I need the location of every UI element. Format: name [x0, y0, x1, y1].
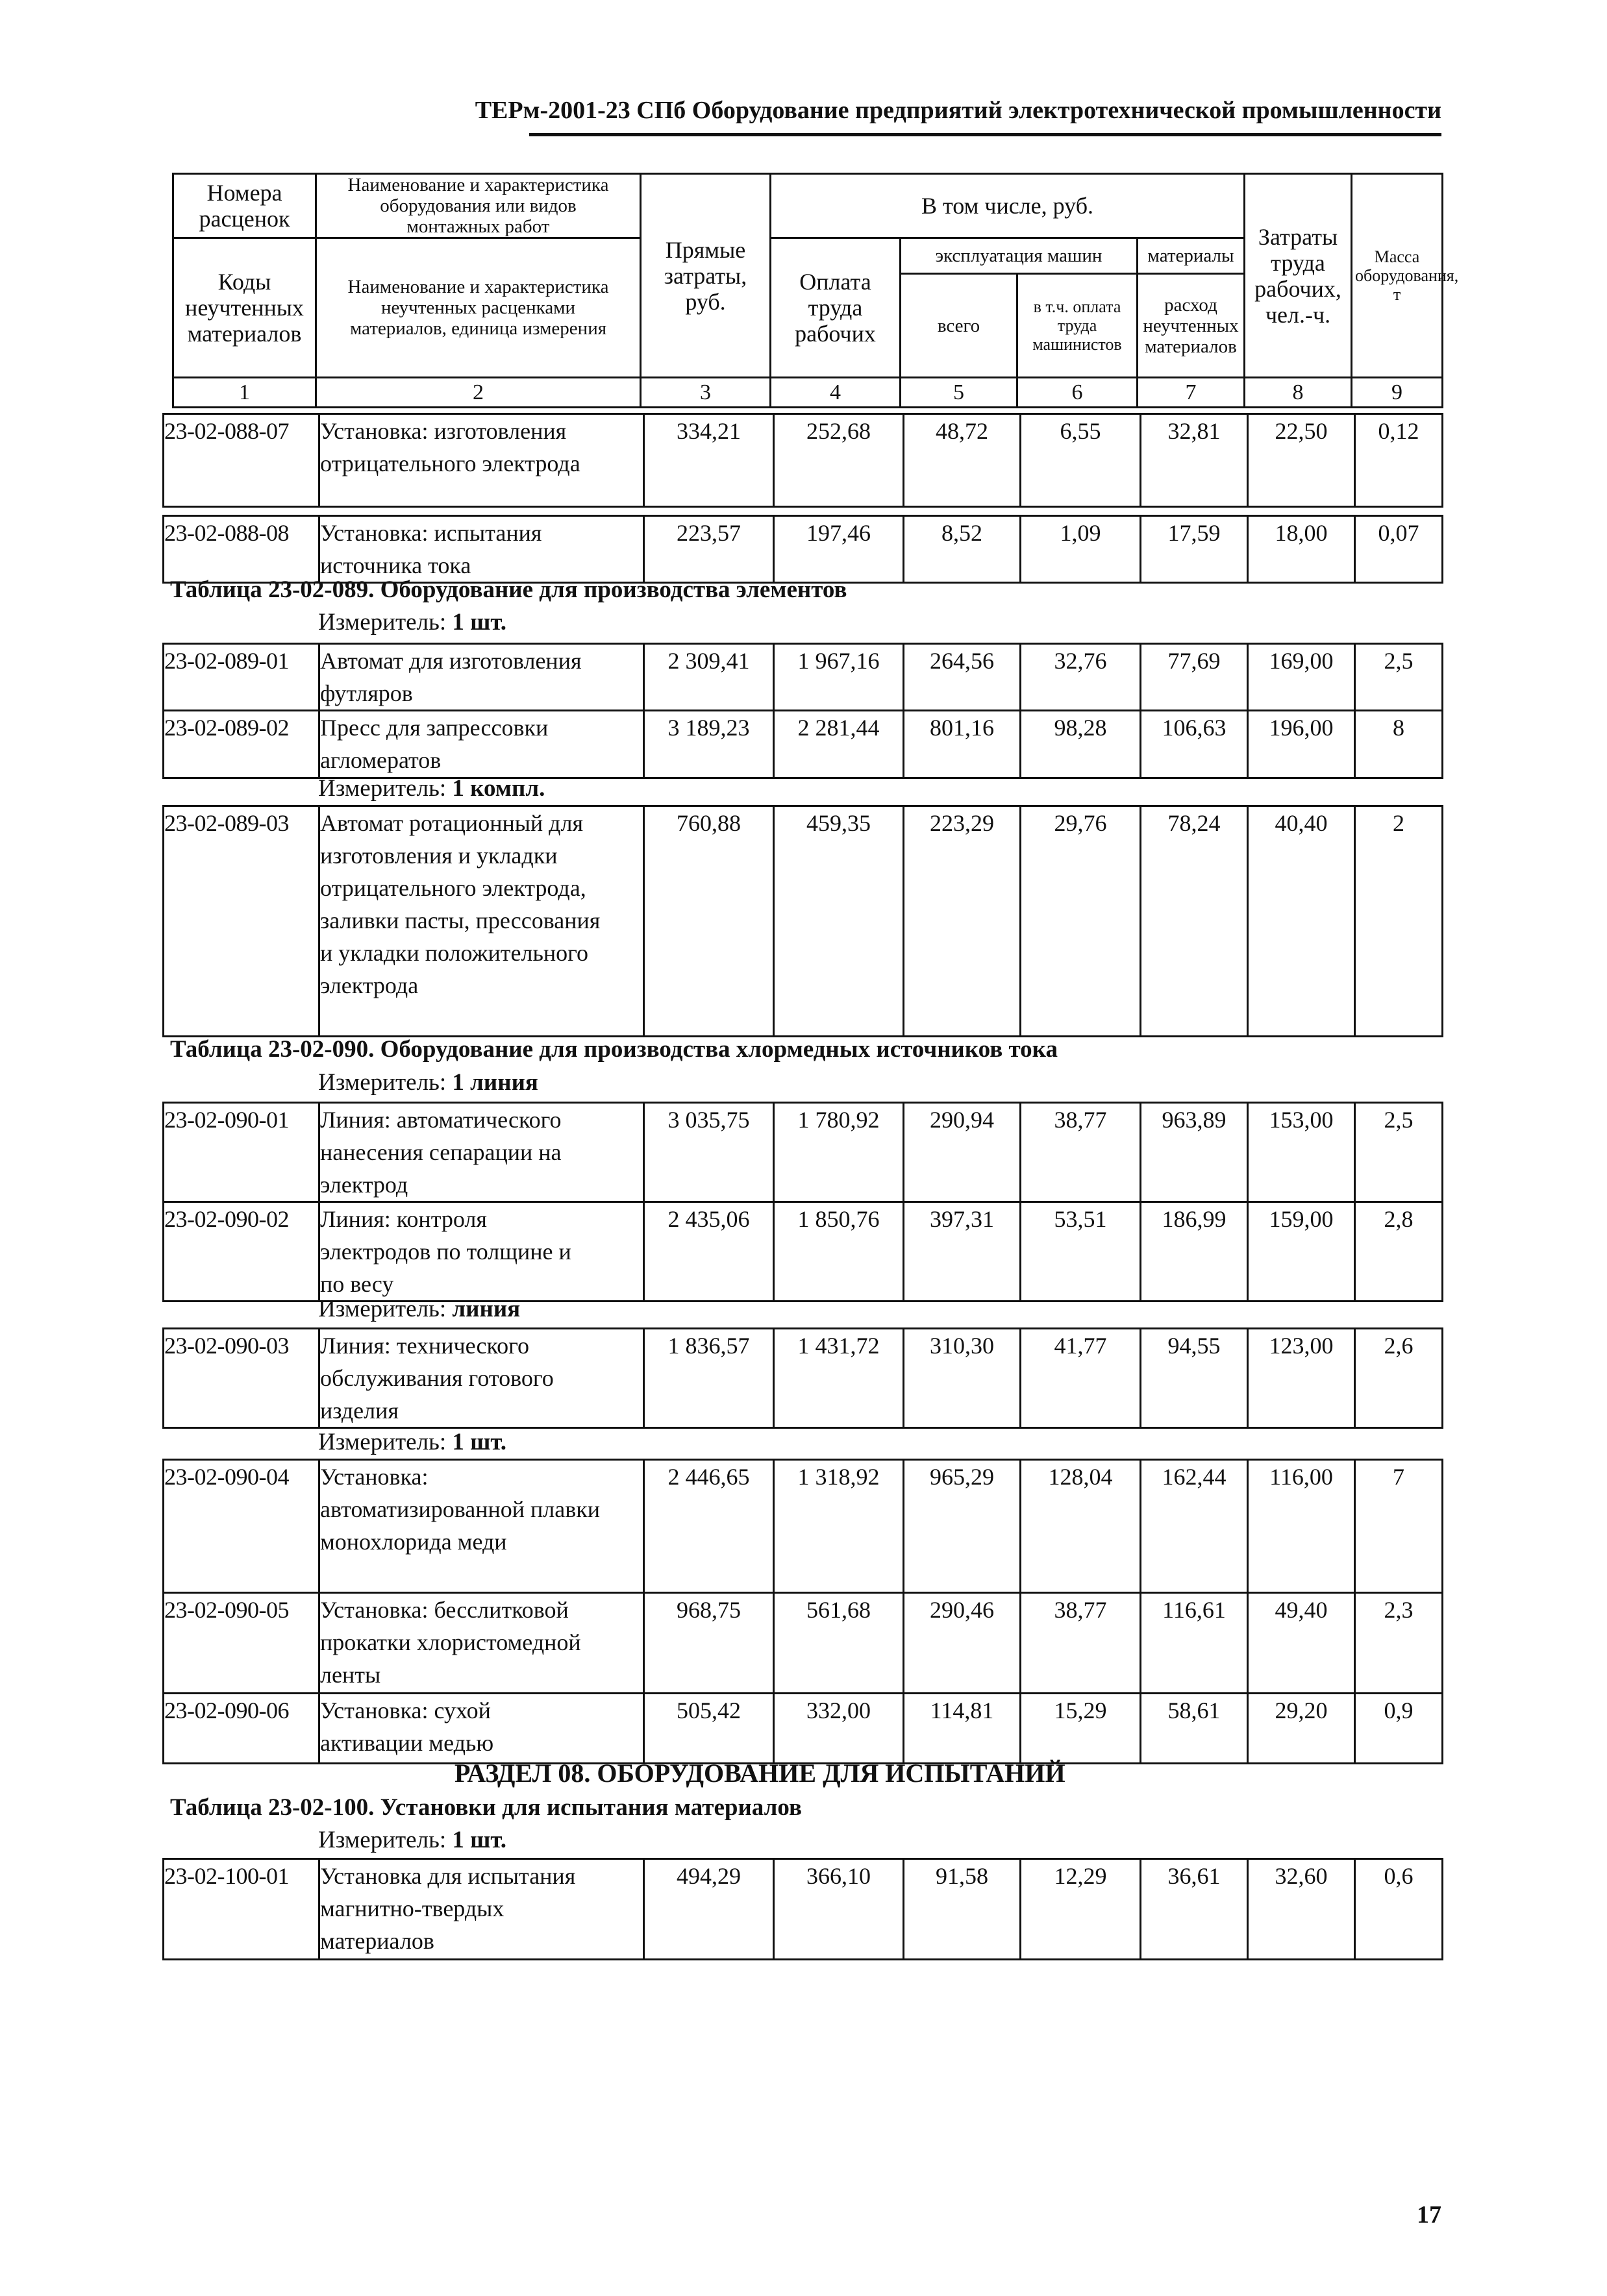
machine-total-value: 397,31: [904, 1202, 1021, 1302]
rate-name-line: Линия: технического: [320, 1333, 530, 1359]
worker-pay-value: 1 850,76: [774, 1202, 904, 1302]
measure-unit-label: Измеритель:: [318, 1827, 453, 1853]
rate-name-line: нанесения сепарации на: [320, 1139, 562, 1165]
machine-total-value: 223,29: [904, 806, 1021, 1037]
table-row: [164, 711, 1443, 778]
header-num-3: 3: [641, 378, 771, 408]
price-table: [162, 515, 1443, 584]
rate-name-line: активации медью: [320, 1730, 494, 1756]
rate-name-line: Установка: сухой: [320, 1697, 491, 1723]
labor-hours-value: 29,20: [1248, 1694, 1355, 1764]
table-caption: Таблица 23-02-100. Установки для испытания материалов: [170, 1794, 802, 1821]
materials-cost-value: 162,44: [1141, 1460, 1248, 1593]
rate-name-line: Установка: бесслитковой: [320, 1597, 569, 1623]
machinist-pay-value: 12,29: [1021, 1859, 1141, 1960]
materials-cost-value: 36,61: [1141, 1859, 1248, 1960]
rate-code: 23-02-090-02: [164, 1202, 319, 1302]
equipment-mass-value: 0,07: [1355, 516, 1443, 583]
labor-hours-value: 32,60: [1248, 1859, 1355, 1960]
worker-pay-value: 332,00: [774, 1694, 904, 1764]
page-number: 17: [1417, 2201, 1441, 2228]
header-num-1: 1: [173, 378, 316, 408]
worker-pay-value: 1 318,92: [774, 1460, 904, 1593]
materials-cost-value: 58,61: [1141, 1694, 1248, 1764]
worker-pay-value: 2 281,44: [774, 711, 904, 778]
rate-name-line: магнитно-твердых: [320, 1895, 505, 1921]
materials-cost-value: 116,61: [1141, 1593, 1248, 1694]
equipment-mass-value: 0,6: [1355, 1859, 1443, 1960]
machine-total-value: 290,94: [904, 1103, 1021, 1202]
rate-name-line: Линия: контроля: [320, 1206, 487, 1232]
materials-cost-value: 186,99: [1141, 1202, 1248, 1302]
labor-hours-value: 169,00: [1248, 644, 1355, 711]
table-row: [164, 1103, 1443, 1202]
rate-code: 23-02-100-01: [164, 1859, 319, 1960]
worker-pay-value: 459,35: [774, 806, 904, 1037]
rate-name-line: Автомат для изготовления: [320, 648, 582, 674]
direct-costs-value: 223,57: [644, 516, 774, 583]
machine-total-value: 8,52: [904, 516, 1021, 583]
rate-name: [319, 516, 644, 583]
header-worker-pay: Оплата труда рабочих: [771, 238, 901, 378]
rate-name-line: отрицательного электрода,: [320, 875, 586, 901]
table-row: [164, 414, 1443, 507]
section-title: РАЗДЕЛ 08. ОБОРУДОВАНИЕ ДЛЯ ИСПЫТАНИЙ: [455, 1759, 1065, 1788]
measure-unit-label: Измеритель:: [318, 1069, 453, 1096]
rate-code: 23-02-089-03: [164, 806, 319, 1037]
worker-pay-value: 366,10: [774, 1859, 904, 1960]
measure-unit-value: линия: [452, 1296, 521, 1322]
rate-name-line: ленты: [320, 1662, 381, 1688]
equipment-mass-value: 7: [1355, 1460, 1443, 1593]
measure-unit: [318, 1068, 538, 1096]
rate-name-line: Линия: автоматического: [320, 1107, 562, 1133]
machine-total-value: 290,46: [904, 1593, 1021, 1694]
price-table: [162, 805, 1443, 1037]
header-num-6: 6: [1017, 378, 1138, 408]
machinist-pay-value: 1,09: [1021, 516, 1141, 583]
header-num-8: 8: [1245, 378, 1352, 408]
measure-unit-label: Измеритель:: [318, 775, 453, 802]
rate-name-line: заливки пасты, прессования: [320, 907, 601, 933]
machinist-pay-value: 29,76: [1021, 806, 1141, 1037]
materials-cost-value: 77,69: [1141, 644, 1248, 711]
rate-name-line: Пресс для запрессовки: [320, 715, 549, 741]
rate-name-line: агломератов: [320, 747, 442, 773]
price-table: [162, 413, 1443, 508]
rate-name-line: материалов: [320, 1928, 434, 1954]
equipment-mass-value: 0,12: [1355, 414, 1443, 507]
rate-name: [319, 806, 644, 1037]
machine-total-value: 801,16: [904, 711, 1021, 778]
direct-costs-value: 1 836,57: [644, 1329, 774, 1428]
direct-costs-value: 3 189,23: [644, 711, 774, 778]
measure-unit: [318, 1428, 506, 1456]
rate-name-line: изделия: [320, 1398, 399, 1424]
rate-code: 23-02-088-08: [164, 516, 319, 583]
rate-name: [319, 1694, 644, 1764]
equipment-mass-value: 2,5: [1355, 644, 1443, 711]
labor-hours-value: 153,00: [1248, 1103, 1355, 1202]
rate-name: [319, 1593, 644, 1694]
measure-unit-label: Измеритель:: [318, 1429, 453, 1455]
measure-unit-value: 1 шт.: [452, 1429, 507, 1455]
materials-cost-value: 32,81: [1141, 414, 1248, 507]
rate-name: [319, 1202, 644, 1302]
rate-name: [319, 1329, 644, 1428]
price-table: [162, 1459, 1443, 1764]
equipment-mass-value: 8: [1355, 711, 1443, 778]
header-materials: материалы: [1138, 238, 1245, 274]
measure-unit-value: 1 линия: [452, 1069, 538, 1096]
machinist-pay-value: 53,51: [1021, 1202, 1141, 1302]
direct-costs-value: 2 309,41: [644, 644, 774, 711]
materials-cost-value: 106,63: [1141, 711, 1248, 778]
machinist-pay-value: 128,04: [1021, 1460, 1141, 1593]
rate-name-line: обслуживания готового: [320, 1365, 554, 1391]
rate-code: 23-02-088-07: [164, 414, 319, 507]
machine-total-value: 114,81: [904, 1694, 1021, 1764]
price-table: [162, 1858, 1443, 1960]
machinist-pay-value: 38,77: [1021, 1103, 1141, 1202]
rate-name: [319, 1103, 644, 1202]
header-num-7: 7: [1138, 378, 1245, 408]
header-machinist-pay: в т.ч. оплата труда машинистов: [1017, 274, 1138, 378]
header-rule: [529, 133, 1441, 136]
machine-total-value: 264,56: [904, 644, 1021, 711]
rate-code: 23-02-090-06: [164, 1694, 319, 1764]
rate-name-line: Автомат ротационный для: [320, 810, 584, 836]
column-header-table: [172, 173, 1459, 408]
rate-name-line: и укладки положительного: [320, 940, 588, 966]
materials-cost-value: 94,55: [1141, 1329, 1248, 1428]
price-table: [162, 1102, 1443, 1302]
table-row: [164, 1859, 1443, 1960]
materials-cost-value: 963,89: [1141, 1103, 1248, 1202]
table-row: [164, 806, 1443, 1037]
rate-name-line: Установка: изготовления: [320, 418, 567, 444]
worker-pay-value: 1 967,16: [774, 644, 904, 711]
header-direct-costs: Прямые затраты, руб.: [641, 174, 771, 378]
rate-name-line: электрода: [320, 972, 419, 998]
worker-pay-value: 1 431,72: [774, 1329, 904, 1428]
price-table: [162, 643, 1443, 779]
rate-name-line: электродов по толщине и: [320, 1239, 571, 1265]
header-num-9: 9: [1352, 378, 1443, 408]
rate-name-line: Установка: испытания: [320, 520, 542, 546]
worker-pay-value: 197,46: [774, 516, 904, 583]
labor-hours-value: 18,00: [1248, 516, 1355, 583]
table-row: [164, 1329, 1443, 1428]
equipment-mass-value: 0,9: [1355, 1694, 1443, 1764]
rate-code: 23-02-089-02: [164, 711, 319, 778]
rate-name-line: отрицательного электрода: [320, 451, 580, 476]
header-machine-operation: эксплуатация машин: [901, 238, 1138, 274]
materials-cost-value: 78,24: [1141, 806, 1248, 1037]
table-caption: Таблица 23-02-089. Оборудование для производства элементов: [170, 576, 847, 603]
header-rate-numbers: Номера расценок: [173, 174, 316, 238]
labor-hours-value: 159,00: [1248, 1202, 1355, 1302]
machinist-pay-value: 15,29: [1021, 1694, 1141, 1764]
rate-name: [319, 711, 644, 778]
header-unaccounted-materials: расход неучтенных материалов: [1138, 274, 1245, 378]
rate-name: [319, 1460, 644, 1593]
labor-hours-value: 49,40: [1248, 1593, 1355, 1694]
direct-costs-value: 334,21: [644, 414, 774, 507]
header-equipment-mass: Масса оборудования, т: [1352, 174, 1443, 378]
machine-total-value: 310,30: [904, 1329, 1021, 1428]
labor-hours-value: 40,40: [1248, 806, 1355, 1037]
machinist-pay-value: 6,55: [1021, 414, 1141, 507]
measure-unit-value: 1 шт.: [452, 609, 507, 636]
header-num-4: 4: [771, 378, 901, 408]
labor-hours-value: 196,00: [1248, 711, 1355, 778]
machine-total-value: 91,58: [904, 1859, 1021, 1960]
direct-costs-value: 2 446,65: [644, 1460, 774, 1593]
rate-name-line: прокатки хлористомедной: [320, 1629, 581, 1655]
rate-name-line: Установка для испытания: [320, 1863, 576, 1889]
rate-name: [319, 1859, 644, 1960]
direct-costs-value: 494,29: [644, 1859, 774, 1960]
equipment-mass-value: 2,8: [1355, 1202, 1443, 1302]
rate-name-line: источника тока: [320, 552, 471, 578]
header-num-5: 5: [901, 378, 1017, 408]
equipment-mass-value: 2: [1355, 806, 1443, 1037]
measure-unit: [318, 1826, 506, 1854]
direct-costs-value: 505,42: [644, 1694, 774, 1764]
header-machine-total: всего: [901, 274, 1017, 378]
measure-unit: [318, 1295, 520, 1323]
table-row: [164, 1593, 1443, 1694]
machinist-pay-value: 32,76: [1021, 644, 1141, 711]
rate-name: [319, 414, 644, 507]
measure-unit-label: Измеритель:: [318, 1296, 453, 1322]
table-row: [164, 1202, 1443, 1302]
header-including: В том числе, руб.: [771, 174, 1245, 238]
machinist-pay-value: 98,28: [1021, 711, 1141, 778]
measure-unit-value: 1 шт.: [452, 1827, 507, 1853]
measure-unit-value: 1 компл.: [452, 775, 545, 802]
header-labor-costs: Затраты труда рабочих, чел.-ч.: [1245, 174, 1352, 378]
header-num-2: 2: [316, 378, 641, 408]
machine-total-value: 48,72: [904, 414, 1021, 507]
measure-unit-label: Измеритель:: [318, 609, 453, 636]
direct-costs-value: 968,75: [644, 1593, 774, 1694]
worker-pay-value: 252,68: [774, 414, 904, 507]
machine-total-value: 965,29: [904, 1460, 1021, 1593]
machinist-pay-value: 38,77: [1021, 1593, 1141, 1694]
equipment-mass-value: 2,6: [1355, 1329, 1443, 1428]
worker-pay-value: 1 780,92: [774, 1103, 904, 1202]
table-row: [164, 644, 1443, 711]
rate-name-line: по весу: [320, 1271, 394, 1297]
direct-costs-value: 760,88: [644, 806, 774, 1037]
rate-code: 23-02-090-01: [164, 1103, 319, 1202]
direct-costs-value: 3 035,75: [644, 1103, 774, 1202]
price-table: [162, 1327, 1443, 1429]
rate-name: [319, 644, 644, 711]
labor-hours-value: 123,00: [1248, 1329, 1355, 1428]
rate-name-line: монохлорида меди: [320, 1529, 507, 1555]
rate-code: 23-02-090-05: [164, 1593, 319, 1694]
page-header-title: ТЕРм-2001-23 СПб Оборудование предприятий электротехнической промышленности: [475, 97, 1441, 124]
header-name-materials: Наименование и характеристика неучтенных расценками материалов, единица измерения: [316, 238, 641, 378]
rate-code: 23-02-090-04: [164, 1460, 319, 1593]
rate-name-line: футляров: [320, 680, 413, 706]
rate-name-line: электрод: [320, 1172, 408, 1198]
rate-name-line: автоматизированной плавки: [320, 1496, 600, 1522]
header-material-codes: Коды неучтенных материалов: [173, 238, 316, 378]
equipment-mass-value: 2,5: [1355, 1103, 1443, 1202]
labor-hours-value: 22,50: [1248, 414, 1355, 507]
rate-code: 23-02-090-03: [164, 1329, 319, 1428]
table-row: [164, 1694, 1443, 1764]
direct-costs-value: 2 435,06: [644, 1202, 774, 1302]
measure-unit: [318, 774, 545, 802]
header-name-work: Наименование и характеристика оборудования или видов монтажных работ: [316, 174, 641, 238]
table-row: [164, 1460, 1443, 1593]
rate-name-line: изготовления и укладки: [320, 843, 558, 869]
worker-pay-value: 561,68: [774, 1593, 904, 1694]
table-caption: Таблица 23-02-090. Оборудование для производства хлормедных источников тока: [170, 1036, 1058, 1063]
rate-name-line: Установка:: [320, 1464, 429, 1490]
machinist-pay-value: 41,77: [1021, 1329, 1141, 1428]
rate-code: 23-02-089-01: [164, 644, 319, 711]
measure-unit: [318, 608, 506, 636]
equipment-mass-value: 2,3: [1355, 1593, 1443, 1694]
labor-hours-value: 116,00: [1248, 1460, 1355, 1593]
materials-cost-value: 17,59: [1141, 516, 1248, 583]
table-row: [164, 516, 1443, 583]
